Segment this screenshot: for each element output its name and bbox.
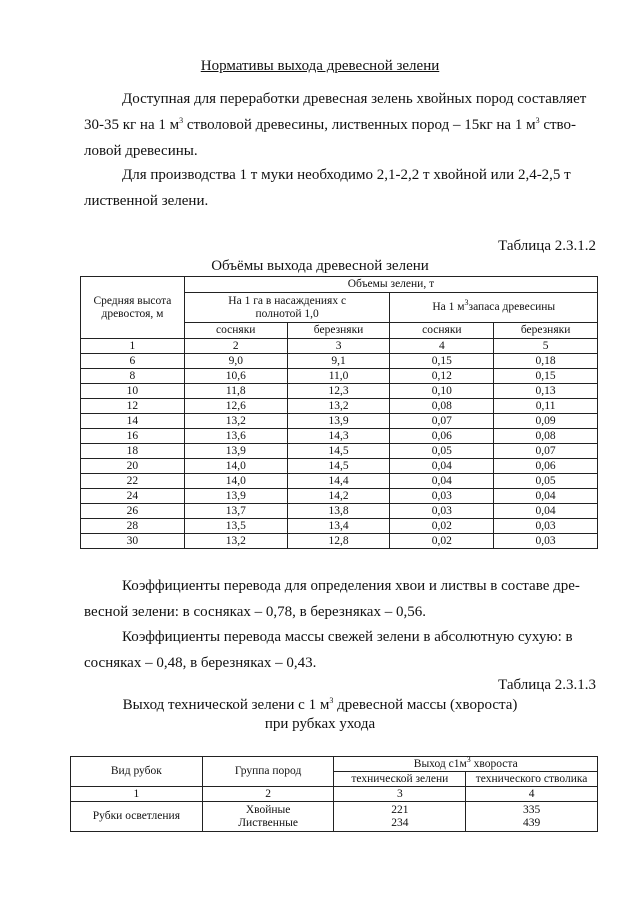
table-cell: 0,05 — [494, 474, 598, 489]
column-number: 5 — [494, 339, 598, 354]
header-birch-1: березняки — [287, 323, 390, 339]
table-cell: 12,8 — [287, 534, 390, 549]
table-cell: 14,0 — [184, 459, 287, 474]
table-cell: 13,9 — [184, 489, 287, 504]
table-cell: 10,6 — [184, 369, 287, 384]
table-cell: 13,2 — [184, 534, 287, 549]
table-cell: 13,7 — [184, 504, 287, 519]
column-number: 1 — [71, 787, 203, 802]
header-tech-stem: технического стволика — [466, 772, 598, 787]
table-row — [81, 369, 598, 384]
table-cell: 13,2 — [184, 414, 287, 429]
table-cell: 16 — [81, 429, 185, 444]
table-row — [81, 354, 598, 369]
table-cell: 0,07 — [390, 414, 494, 429]
paragraph-flour: Для производства 1 т муки необходимо 2,1-2,2 т хвойной или 2,4-2,5 т лиственной зелени. — [84, 167, 571, 209]
paragraph-conversion-needles: Коэффициенты перевода для определения хвои и листвы в составе дре- весной зелени: в сосняках – 0,78, в березняках – 0,56. — [84, 578, 580, 620]
header-birch-2: березняки — [494, 323, 598, 339]
table-cell: 30 — [81, 534, 185, 549]
table2-title-line2: при рубках ухода — [264, 716, 376, 732]
header-group: Группа пород — [202, 757, 334, 787]
table-cell: 0,13 — [494, 384, 598, 399]
table-cell: 0,08 — [494, 429, 598, 444]
table-cell: 13,5 — [184, 519, 287, 534]
table-cell: 6 — [81, 354, 185, 369]
header-cut-type: Вид рубок — [71, 757, 203, 787]
table1-caption: Таблица 2.3.1.2 — [498, 238, 596, 254]
table-cell: 14,5 — [287, 459, 390, 474]
table2-title: Выход технической зелени с 1 $м^3$ древесной массы (хвороста) — [122, 696, 518, 713]
table-cell: 0,15 — [390, 354, 494, 369]
header-per-ha: На 1 га в насаждениях с полнотой 1,0 — [184, 293, 390, 323]
table-cell: 12,6 — [184, 399, 287, 414]
table-cell: 20 — [81, 459, 185, 474]
header-per-m3: На 1 $м^3запаса$ древесины — [390, 293, 598, 323]
table-row — [81, 474, 598, 489]
table-cell: 13,8 — [287, 504, 390, 519]
section-title: Нормативы выхода древесной зелени — [200, 58, 440, 74]
table-cell: 0,02 — [390, 519, 494, 534]
table-cell: 14,3 — [287, 429, 390, 444]
table-cell: 12,3 — [287, 384, 390, 399]
table-cell: 0,07 — [494, 444, 598, 459]
table-cell: 10 — [81, 384, 185, 399]
table-cell: 11,8 — [184, 384, 287, 399]
table-cell: 13,9 — [287, 414, 390, 429]
table-cell: 0,04 — [390, 459, 494, 474]
green-cell: 221 234 — [334, 802, 466, 832]
table-cell: 13,9 — [184, 444, 287, 459]
table-row — [81, 444, 598, 459]
table-cell: 0,03 — [494, 534, 598, 549]
paragraph-availability: Доступная для переработки древесная зелень хвойных пород составляет 30-35 кг на 1 $м^3$ стволовой древесины, лиственных пород – 15кг на 1 $м^3$ ство- ловой древесины. — [84, 91, 587, 159]
table-row — [81, 459, 598, 474]
table-cell: 0,06 — [390, 429, 494, 444]
table-cell: 13,4 — [287, 519, 390, 534]
table-row — [81, 534, 598, 549]
table-cell: 0,03 — [390, 489, 494, 504]
column-number: 2 — [202, 787, 334, 802]
table-cell: 13,6 — [184, 429, 287, 444]
table-row — [81, 399, 598, 414]
header-tech-green: технической зелени — [334, 772, 466, 787]
table-cell: 9,1 — [287, 354, 390, 369]
table-cell: 0,04 — [390, 474, 494, 489]
paragraph-conversion-dry: Коэффициенты перевода массы свежей зелени в абсолютную сухую: в сосняках – 0,48, в березняках – 0,43. — [84, 629, 573, 671]
column-number: 4 — [390, 339, 494, 354]
table-cell: 14,4 — [287, 474, 390, 489]
table-row — [81, 489, 598, 504]
stem-cell: 335 439 — [466, 802, 598, 832]
table-cell: 0,09 — [494, 414, 598, 429]
table-cell: 8 — [81, 369, 185, 384]
table-row — [81, 414, 598, 429]
table-cell: 14,2 — [287, 489, 390, 504]
table-cell: 0,08 — [390, 399, 494, 414]
table-row — [81, 384, 598, 399]
table-cell: 9,0 — [184, 354, 287, 369]
header-pine-1: сосняки — [184, 323, 287, 339]
table-cell: 0,18 — [494, 354, 598, 369]
table-cell: 0,05 — [390, 444, 494, 459]
table-cell: 26 — [81, 504, 185, 519]
technical-green-table — [70, 756, 598, 832]
table-cell: 12 — [81, 399, 185, 414]
table-cell: 0,11 — [494, 399, 598, 414]
table-row — [81, 429, 598, 444]
column-number: 2 — [184, 339, 287, 354]
column-number: 3 — [334, 787, 466, 802]
table2-caption: Таблица 2.3.1.3 — [498, 677, 596, 693]
table-cell: 0,03 — [494, 519, 598, 534]
table-cell: 28 — [81, 519, 185, 534]
table-cell: 13,2 — [287, 399, 390, 414]
table-cell: 0,12 — [390, 369, 494, 384]
cut-type-cell: Рубки осветления — [71, 802, 203, 832]
table-cell: 18 — [81, 444, 185, 459]
header-yield: Выход $с1м^3$ хвороста — [334, 757, 598, 772]
group-cell: Хвойные Лиственные — [202, 802, 334, 832]
table-row — [81, 504, 598, 519]
table-cell: 0,04 — [494, 489, 598, 504]
column-number: 4 — [466, 787, 598, 802]
table-cell: 22 — [81, 474, 185, 489]
header-volumes: Объемы зелени, т — [184, 277, 597, 293]
table-cell: 14,5 — [287, 444, 390, 459]
table-cell: 0,03 — [390, 504, 494, 519]
header-pine-2: сосняки — [390, 323, 494, 339]
table-cell: 24 — [81, 489, 185, 504]
table-cell: 0,10 — [390, 384, 494, 399]
column-number: 3 — [287, 339, 390, 354]
table-cell: 0,06 — [494, 459, 598, 474]
table1-title: Объёмы выхода древесной зелени — [211, 258, 429, 274]
table-cell: 11,0 — [287, 369, 390, 384]
table-cell: 14,0 — [184, 474, 287, 489]
table-cell: 0,02 — [390, 534, 494, 549]
green-volume-table — [80, 276, 598, 549]
header-height: Средняя высота древостоя, м — [81, 277, 185, 339]
table-cell: 14 — [81, 414, 185, 429]
table-cell: 0,04 — [494, 504, 598, 519]
table-row — [81, 519, 598, 534]
column-number: 1 — [81, 339, 185, 354]
table-cell: 0,15 — [494, 369, 598, 384]
